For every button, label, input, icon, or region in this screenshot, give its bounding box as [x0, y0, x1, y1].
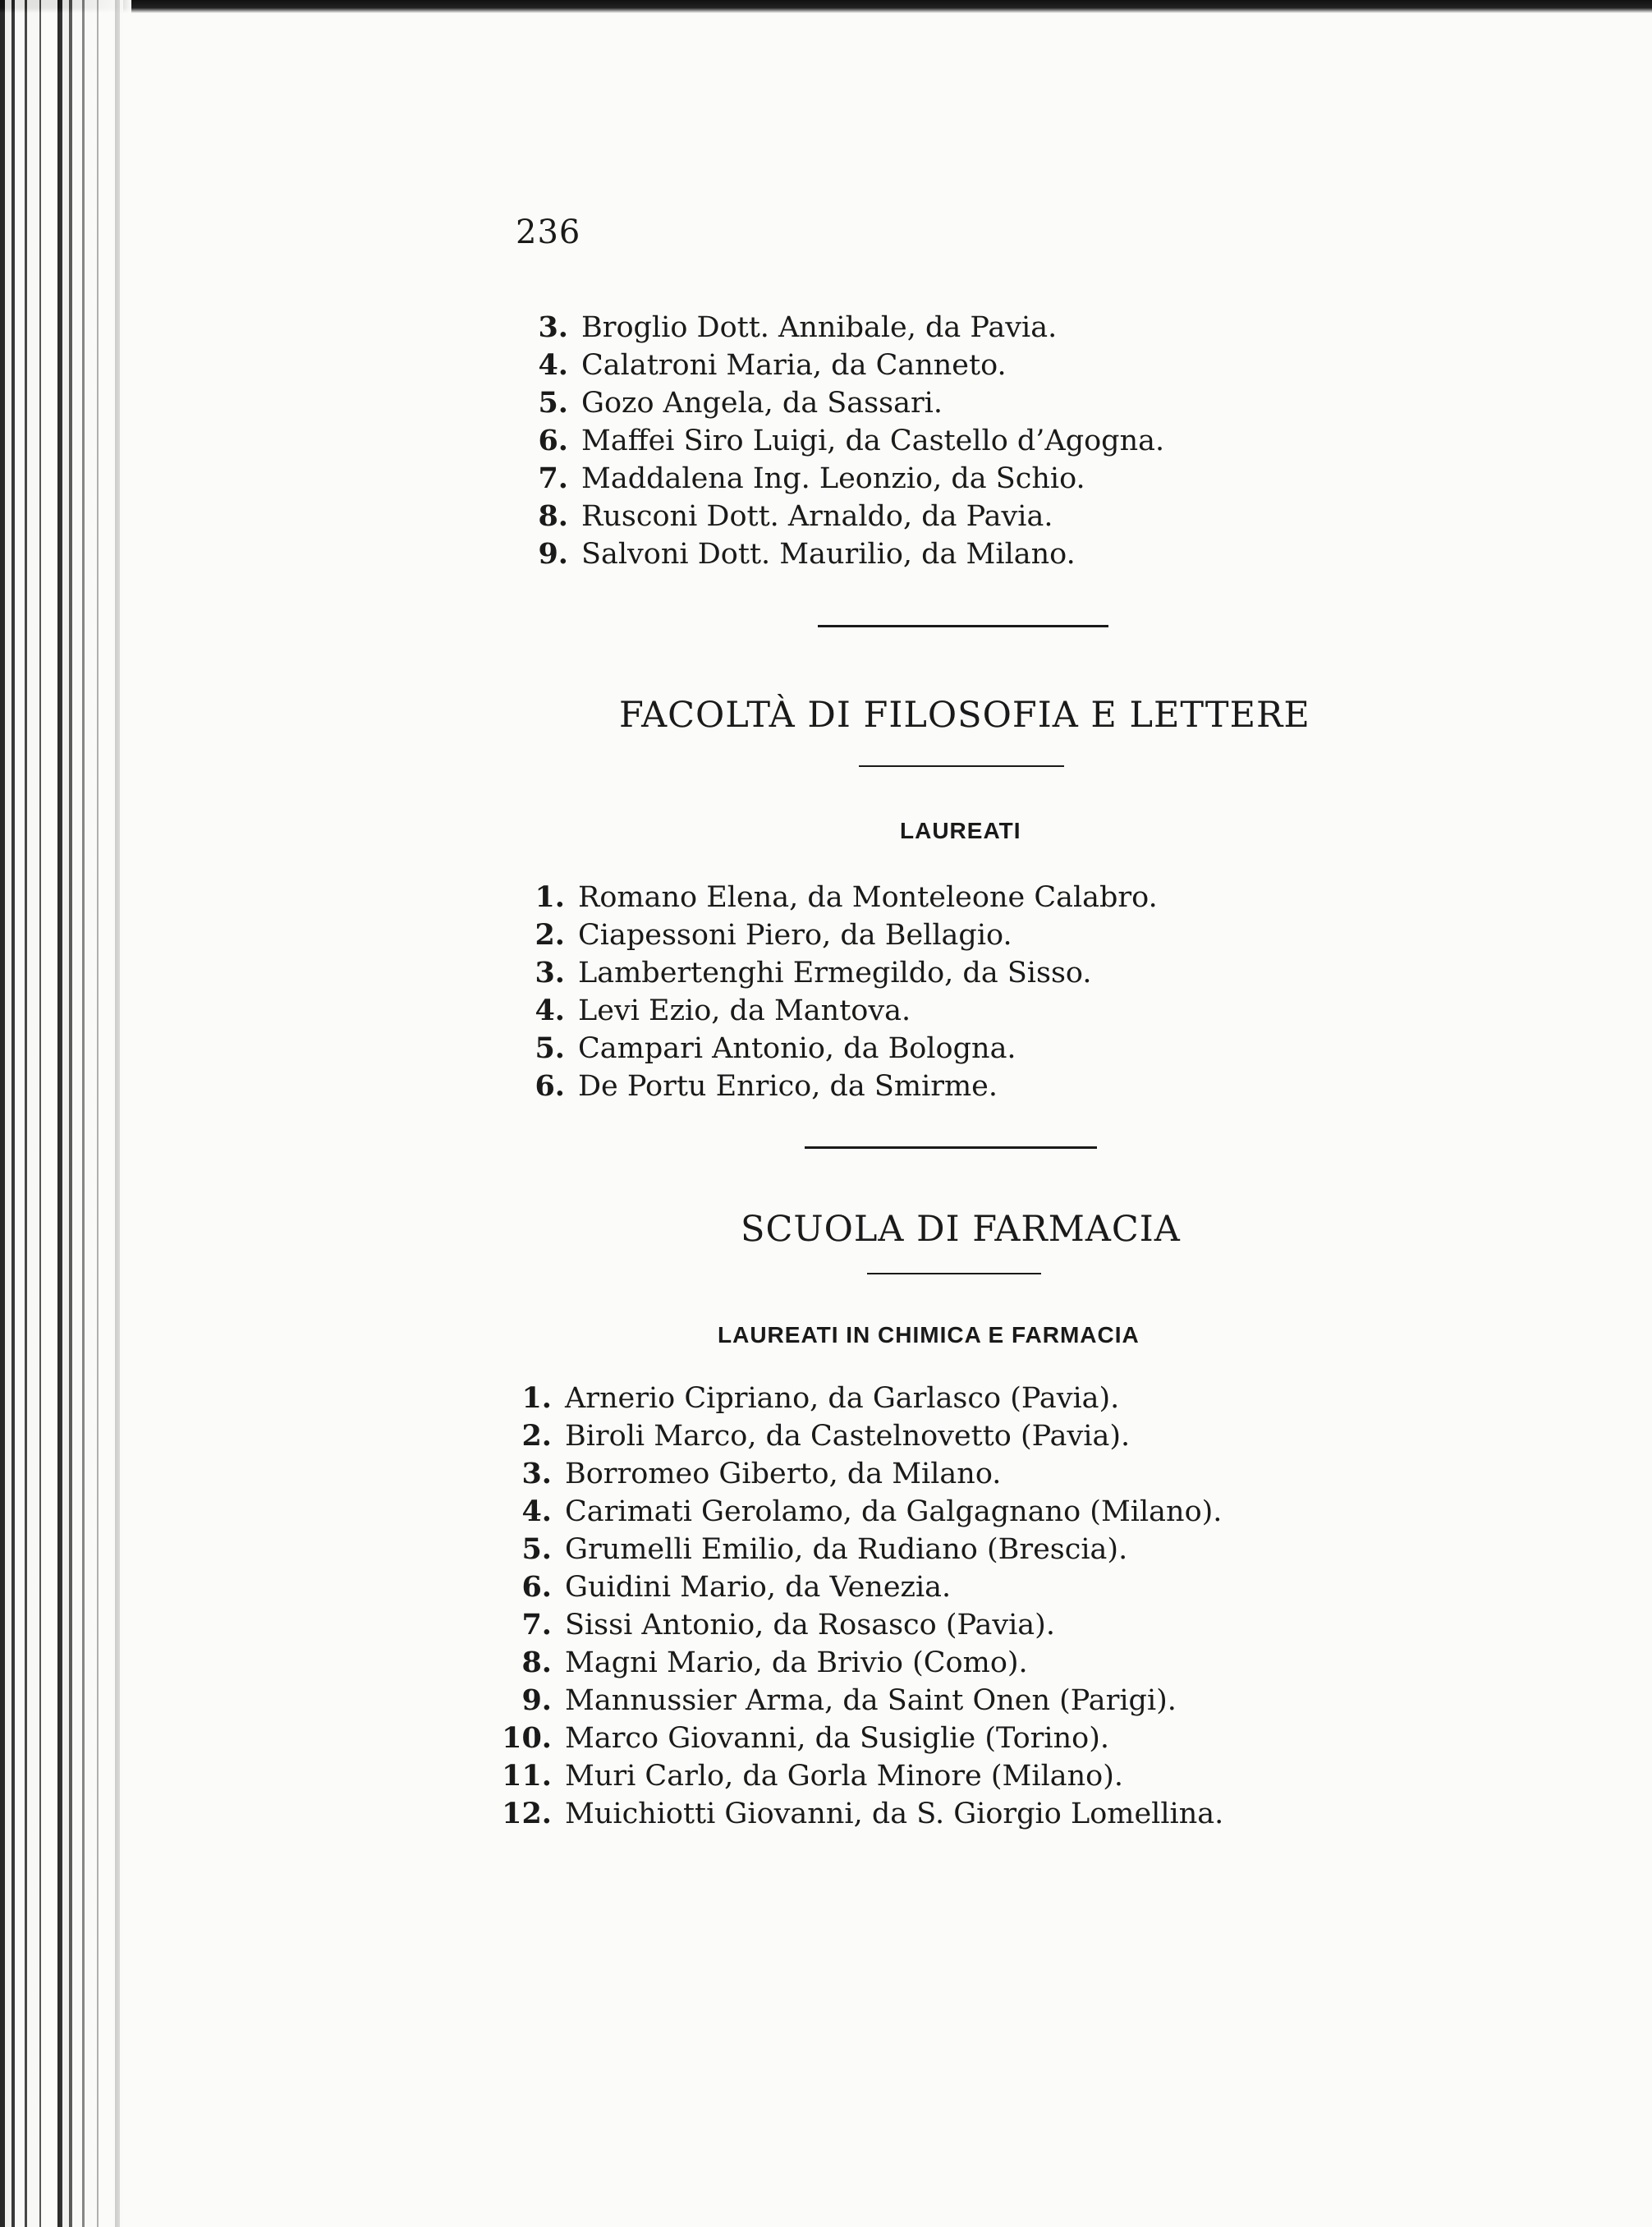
item-number: 11. [502, 1759, 552, 1793]
item-text: Lambertenghi Ermegildo, da Sisso. [578, 957, 1092, 990]
item-number: 5. [521, 1532, 552, 1566]
list-item [519, 954, 1158, 992]
list-farmacia [484, 1380, 1223, 1833]
list-item [484, 1568, 1223, 1606]
item-text: Grumelli Emilio, da Rudiano (Brescia). [565, 1533, 1128, 1566]
list-item [519, 879, 1158, 916]
item-number: 7. [538, 461, 568, 495]
item-number: 3. [521, 1457, 552, 1490]
item-text: Salvoni Dott. Maurilio, da Milano. [581, 538, 1076, 571]
item-number: 7. [521, 1608, 552, 1642]
item-text: Muri Carlo, da Gorla Minore (Milano). [565, 1760, 1124, 1793]
item-text: Levi Ezio, da Mantova. [578, 994, 911, 1027]
item-text: De Portu Enrico, da Smirme. [578, 1070, 998, 1103]
list-item [484, 1493, 1223, 1531]
list-filosofia [519, 879, 1158, 1105]
item-text: Marco Giovanni, da Susiglie (Torino). [565, 1722, 1110, 1755]
item-number: 4. [521, 1495, 552, 1528]
item-text: Maddalena Ing. Leonzio, da Schio. [581, 462, 1085, 495]
item-text: Maffei Siro Luigi, da Castello d’Agogna. [581, 425, 1165, 457]
list-item [522, 422, 1164, 460]
item-text: Ciapessoni Piero, da Bellagio. [578, 919, 1012, 952]
list-item [484, 1757, 1223, 1795]
item-number: 1. [521, 1381, 552, 1415]
list-item [519, 1030, 1158, 1068]
section-title-filosofia: FACOLTÀ DI FILOSOFIA E LETTERE [619, 695, 1310, 736]
list-item [522, 460, 1164, 498]
item-number: 4. [535, 994, 565, 1027]
section-title-farmacia: SCUOLA DI FARMACIA [741, 1209, 1181, 1250]
subheading-chimica-farmacia: LAUREATI IN CHIMICA E FARMACIA [718, 1322, 1140, 1348]
list-item [484, 1682, 1223, 1720]
item-text: Muichiotti Giovanni, da S. Giorgio Lomellina. [565, 1798, 1224, 1830]
item-number: 9. [521, 1683, 552, 1717]
binding-shadow [57, 0, 131, 2227]
item-text: Broglio Dott. Annibale, da Pavia. [581, 311, 1058, 344]
section-divider [818, 625, 1108, 627]
item-number: 10. [502, 1721, 552, 1755]
item-text: Rusconi Dott. Arnaldo, da Pavia. [581, 500, 1053, 533]
item-number: 4. [538, 348, 568, 382]
item-number: 1. [535, 880, 565, 914]
item-text: Calatroni Maria, da Canneto. [581, 349, 1007, 382]
list-item [522, 347, 1164, 384]
list-item [522, 384, 1164, 422]
list-item [522, 309, 1164, 347]
subheading-laureati: LAUREATI [900, 818, 1021, 843]
list-item [519, 992, 1158, 1030]
item-text: Borromeo Giberto, da Milano. [565, 1458, 1002, 1490]
item-number: 5. [535, 1031, 565, 1065]
list-item [484, 1606, 1223, 1644]
item-number: 6. [538, 424, 568, 457]
item-number: 9. [538, 537, 568, 571]
item-text: Guidini Mario, da Venezia. [565, 1571, 952, 1604]
list-top [522, 309, 1164, 573]
item-number: 6. [535, 1069, 565, 1103]
top-scan-edge [0, 0, 1652, 13]
item-number: 8. [538, 499, 568, 533]
item-text: Campari Antonio, da Bologna. [578, 1032, 1016, 1065]
list-item [484, 1720, 1223, 1757]
item-text: Arnerio Cipriano, da Garlasco (Pavia). [565, 1382, 1120, 1415]
list-item [484, 1644, 1223, 1682]
item-text: Mannussier Arma, da Saint Onen (Parigi). [565, 1684, 1177, 1717]
item-text: Sissi Antonio, da Rosasco (Pavia). [565, 1609, 1055, 1642]
section-divider [805, 1146, 1097, 1149]
list-item [522, 498, 1164, 535]
item-number: 2. [535, 918, 565, 952]
list-item [519, 1068, 1158, 1105]
item-number: 8. [521, 1646, 552, 1679]
list-item [484, 1795, 1223, 1833]
item-number: 2. [521, 1419, 552, 1453]
item-text: Gozo Angela, da Sassari. [581, 387, 943, 420]
title-underline [867, 1273, 1041, 1274]
item-text: Magni Mario, da Brivio (Como). [565, 1646, 1028, 1679]
item-number: 12. [502, 1797, 552, 1830]
item-text: Romano Elena, da Monteleone Calabro. [578, 881, 1158, 914]
page-number: 236 [516, 214, 581, 251]
item-number: 3. [538, 310, 568, 344]
list-item [484, 1455, 1223, 1493]
item-text: Biroli Marco, da Castelnovetto (Pavia). [565, 1420, 1131, 1453]
item-text: Carimati Gerolamo, da Galgagnano (Milano). [565, 1495, 1223, 1528]
list-item [484, 1380, 1223, 1417]
item-number: 5. [538, 386, 568, 420]
list-item [522, 535, 1164, 573]
item-number: 3. [535, 956, 565, 990]
item-number: 6. [521, 1570, 552, 1604]
list-item [519, 916, 1158, 954]
title-underline [859, 765, 1064, 767]
list-item [484, 1417, 1223, 1455]
list-item [484, 1531, 1223, 1568]
